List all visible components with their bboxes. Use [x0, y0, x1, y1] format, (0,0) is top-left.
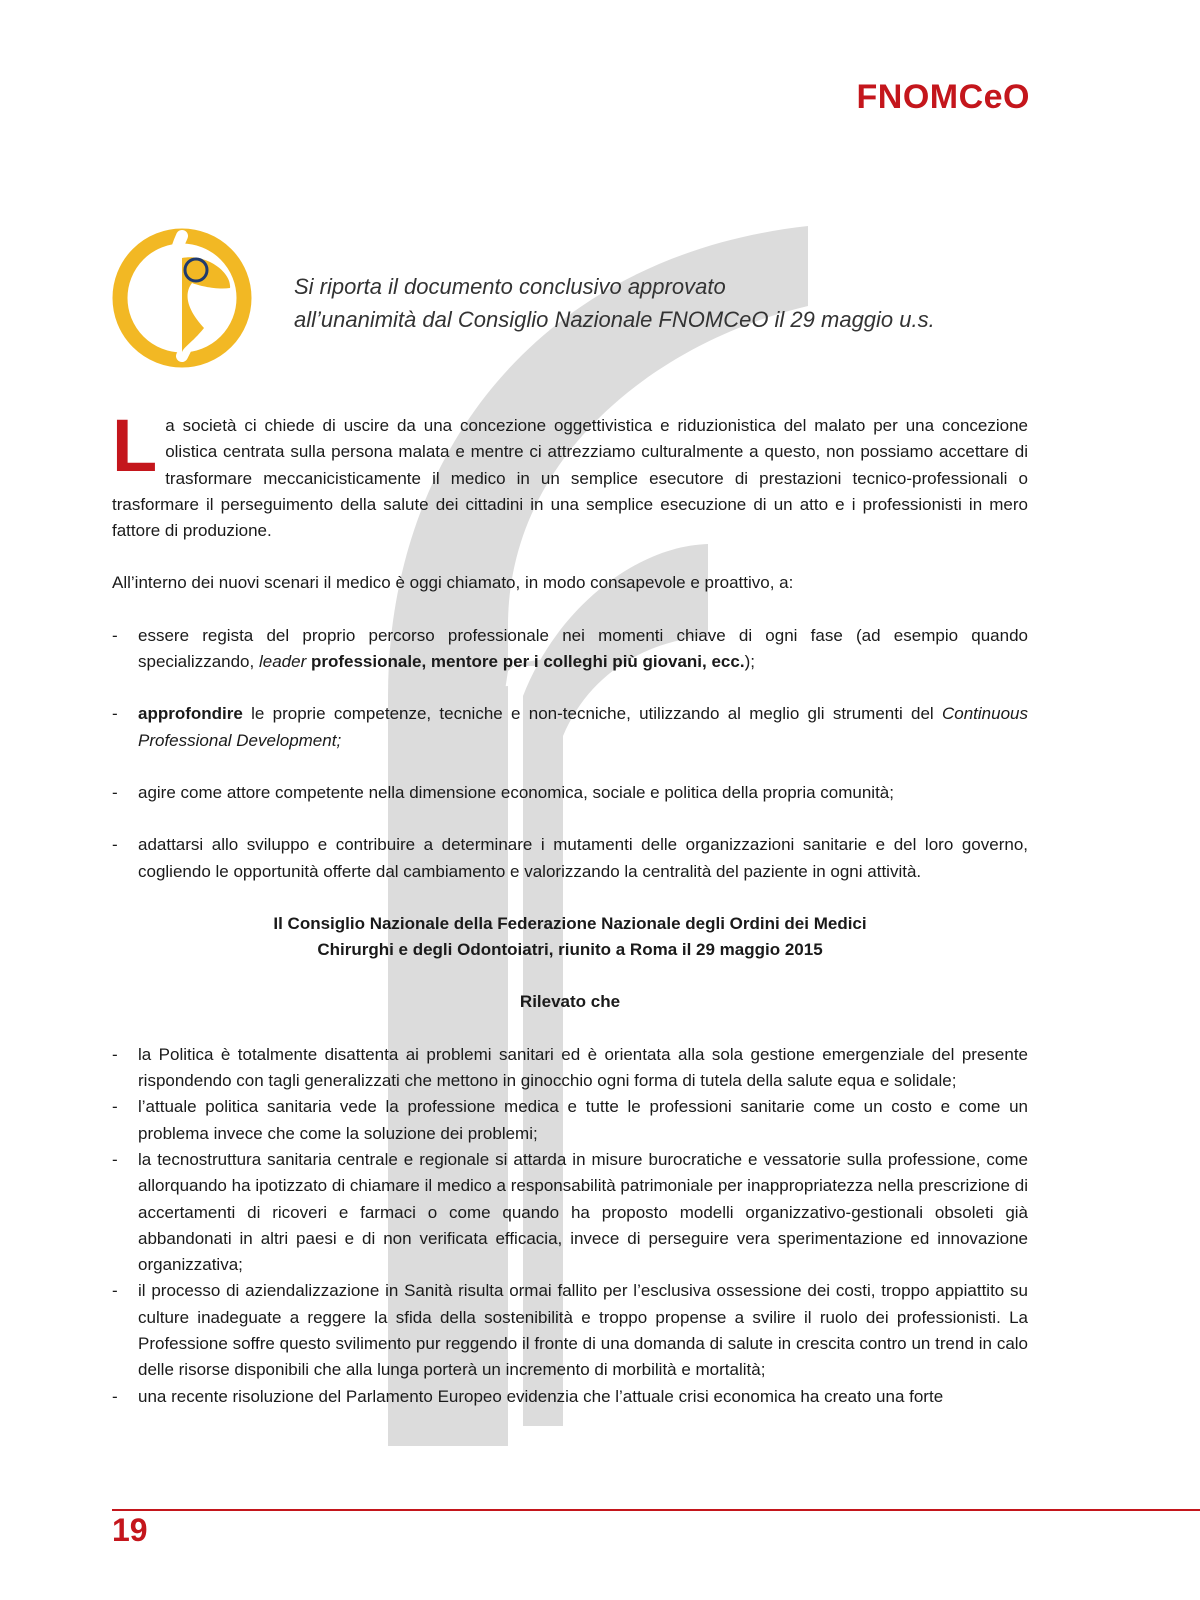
opening-paragraph — [112, 404, 1028, 544]
list-item-italic: leader — [258, 652, 307, 672]
list-item-text: ); — [744, 652, 755, 672]
intro-text — [294, 270, 994, 336]
list-item-text: essere regista del proprio percorso professionale nei momenti chiave di ogni fase (ad esempio quando specializzando, — [138, 625, 1028, 672]
list-item: - agire come attore competente nella dimensione economica, sociale e politica della propria comunità; — [112, 780, 1028, 806]
drop-cap: L — [112, 404, 158, 487]
duties-list — [112, 623, 1028, 885]
findings-list — [112, 1042, 1028, 1410]
list-item: - adattarsi allo sviluppo e contribuire a determinare i mutamenti delle organizzazioni sanitarie e del loro governo, cogliendo le opportunità offerte dal cambiamento e valorizzando la centralità del paziente in ogni attività. — [112, 832, 1028, 885]
snake-staff-logo-icon — [112, 228, 252, 368]
page-number: 19 — [112, 1512, 148, 1548]
list-item: - la tecnostruttura sanitaria centrale e regionale si attarda in misure burocratiche e vessatorie sulla professione, come allorquando ha ipotizzato di chiamare il medico a responsabilità patrimoniale per inappropriatezza nella prescrizione di accertamenti di ricoveri e farmaci o come quando ha proposto modelli organizzativo-gestionali obsoleti già abbandonati in altri paesi e di non verificata efficacia, invece di perseguire vera sperimentazione ed innovazione organizzativa; — [112, 1147, 1028, 1278]
rilevato-heading: Rilevato che — [519, 992, 621, 1012]
list-item-bold: professionale, mentore per i colleghi più giovani, ecc. — [306, 652, 745, 672]
list-item: - una recente risoluzione del Parlamento Europeo evidenzia che l’attuale crisi economica ha creato una forte — [112, 1384, 1028, 1410]
list-item-italic: Continuous Professional Development; — [138, 704, 1028, 750]
list-item-text: le proprie competenze, tecniche e non-tecniche, utilizzando al meglio gli strumenti del — [242, 704, 942, 724]
opening-paragraph-text: a società ci chiede di uscire da una concezione oggettivistica e riduzionistica del malato per una concezione olistica centrata sulla persona malata e mentre ci attrezziamo culturalmente a questo, non possiamo accettare di trasformare meccanicisticamente il medico in un semplice esecutore di prestazioni tecnico-professionali o trasformare il perseguimento della salute dei cittadini in una semplice esecuzione di un atto e i professionisti in mero fattore di produzione. — [112, 416, 1028, 541]
council-line-2: Chirurghi e degli Odontoiatri, riunito a Roma il 29 maggio 2015 — [317, 940, 823, 960]
council-heading — [112, 911, 1028, 964]
list-item — [112, 623, 1028, 676]
scenario-paragraph: All’interno dei nuovi scenari il medico è oggi chiamato, in modo consapevole e proattivo, a: — [112, 573, 794, 593]
list-item-bold: approfondire — [138, 704, 243, 724]
council-line-1: Il Consiglio Nazionale della Federazione Nazionale degli Ordini dei Medici — [273, 913, 867, 933]
document-body — [112, 404, 1028, 1410]
brand-title: FNOMCeO — [856, 78, 1030, 116]
intro-line-1: Si riporta il documento conclusivo approvato — [294, 274, 726, 299]
footer-divider — [112, 1509, 1200, 1511]
list-item: - il processo di aziendalizzazione in Sanità risulta ormai fallito per l’esclusiva ossessione dei costi, troppo appiattito su culture inadeguate a reggere la sfida della sostenibilità e troppo propense a svilire il ruolo dei professionisti. La Professione soffre questo svilimento pur reggendo il fronte di una domanda di salute in crescita contro un trend in calo delle risorse disponibili che alla lunga porterà un incremento di morbilità e mortalità; — [112, 1278, 1028, 1383]
list-item — [112, 701, 1028, 754]
list-item: - l’attuale politica sanitaria vede la professione medica e tutte le professioni sanitarie come un costo e come un problema invece che come la soluzione dei problemi; — [112, 1094, 1028, 1147]
intro-line-2: all’unanimità dal Consiglio Nazionale FNOMCeO il 29 maggio u.s. — [294, 307, 935, 332]
list-item: - la Politica è totalmente disattenta ai problemi sanitari ed è orientata alla sola gestione emergenziale del presente rispondendo con tagli generalizzati che mettono in ginocchio ogni forma di tutela della salute equa e solidale; — [112, 1042, 1028, 1095]
